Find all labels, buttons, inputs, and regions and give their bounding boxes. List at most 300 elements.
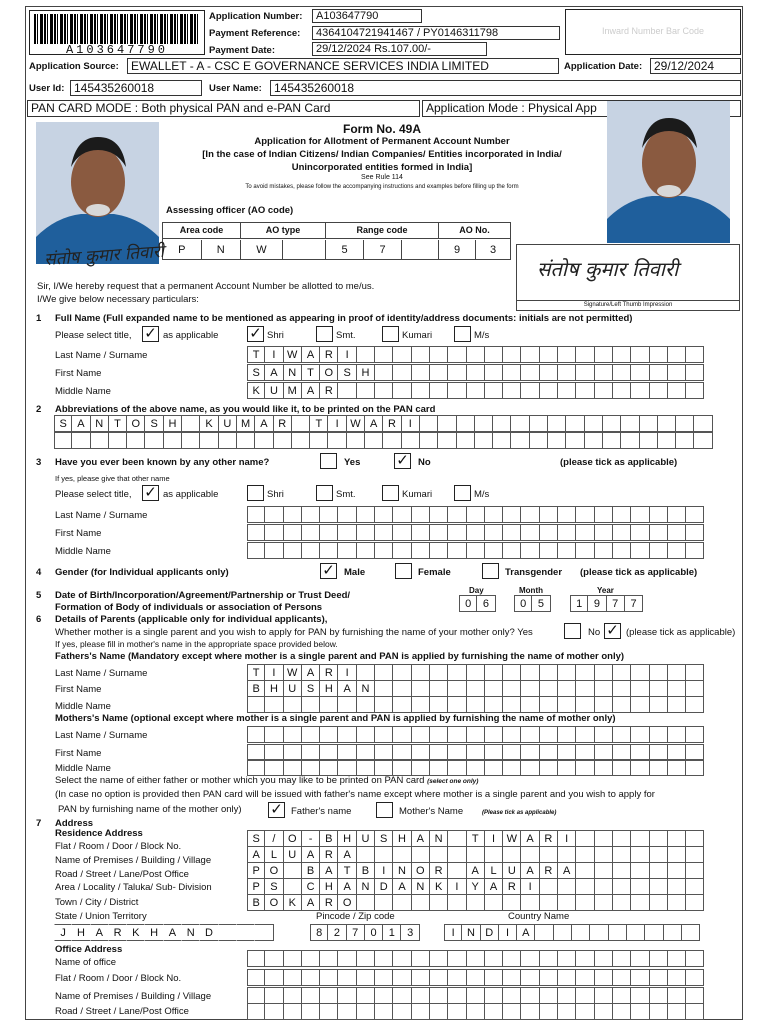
- char-cell: [595, 969, 613, 986]
- s1-kumari-checkbox[interactable]: [382, 326, 399, 342]
- s7-town-grid[interactable]: [247, 894, 704, 911]
- char-cell: R: [540, 830, 558, 847]
- char-cell: [412, 664, 430, 681]
- s6-number: 6: [36, 614, 42, 625]
- char-cell: U: [357, 830, 375, 847]
- char-cell: [613, 346, 631, 363]
- char-cell: [658, 432, 676, 449]
- char-cell: [576, 846, 594, 863]
- char-cell: [375, 987, 393, 1004]
- char-cell: [393, 524, 411, 541]
- char-cell: [357, 969, 375, 986]
- char-cell: [302, 759, 320, 776]
- ao-area-1: P: [163, 240, 202, 260]
- s3-kumari-label: Kumari: [402, 489, 433, 500]
- s6-mother-last-grid[interactable]: [247, 726, 704, 743]
- char-cell: [595, 664, 613, 681]
- s7-office-flat-grid[interactable]: [247, 969, 704, 986]
- char-cell: [540, 524, 558, 541]
- char-cell: [412, 680, 430, 697]
- s6-mother-middle-grid[interactable]: [247, 759, 704, 776]
- s3-first-name-grid[interactable]: [247, 524, 704, 541]
- char-cell: 9: [588, 595, 606, 612]
- char-cell: [412, 726, 430, 743]
- char-cell: [375, 846, 393, 863]
- s7-office-name-grid[interactable]: [247, 950, 704, 967]
- char-cell: [650, 969, 668, 986]
- char-cell: B: [247, 894, 265, 911]
- char-cell: [631, 726, 649, 743]
- char-cell: [595, 346, 613, 363]
- char-cell: [320, 987, 338, 1004]
- char-cell: [412, 987, 430, 1004]
- char-cell: [595, 726, 613, 743]
- char-cell: [430, 894, 448, 911]
- s6-mother-middle-label: Middle Name: [55, 763, 111, 774]
- s1-ms-checkbox[interactable]: [454, 326, 471, 342]
- char-cell: [338, 1003, 356, 1020]
- s6-father-first-grid[interactable]: [247, 680, 704, 697]
- payment-reference-label: Payment Reference:: [209, 28, 301, 39]
- char-cell: [320, 726, 338, 743]
- char-cell: [412, 364, 430, 381]
- char-cell: [412, 542, 430, 559]
- s6-tick-note: (please tick as applicable): [626, 627, 736, 638]
- ao-header-area: Area code: [163, 223, 241, 238]
- s7-flat-grid[interactable]: [247, 830, 704, 847]
- char-cell: N: [357, 878, 375, 895]
- char-cell: [485, 987, 503, 1004]
- char-cell: [540, 346, 558, 363]
- s1-smt-checkbox[interactable]: [316, 326, 333, 342]
- char-cell: [540, 846, 558, 863]
- char-cell: [375, 894, 393, 911]
- char-cell: [686, 726, 704, 743]
- char-cell: [467, 1003, 485, 1020]
- char-cell: U: [284, 846, 302, 863]
- char-cell: [682, 924, 700, 941]
- char-cell: N: [393, 862, 411, 879]
- char-cell: [412, 759, 430, 776]
- s3-last-name-grid[interactable]: [247, 506, 704, 523]
- ao-no-1: 9: [439, 240, 476, 260]
- char-cell: A: [412, 830, 430, 847]
- s6-no-label: No: [588, 627, 601, 638]
- char-cell: I: [338, 664, 356, 681]
- char-cell: [621, 415, 639, 432]
- char-cell: [393, 680, 411, 697]
- s6-father-heading: Fathers's Name (Mandatory except where mother is a single parent and PAN is applied by furnishing the name of mother only): [55, 651, 625, 662]
- char-cell: B: [357, 862, 375, 879]
- char-cell: [595, 894, 613, 911]
- char-cell: [375, 759, 393, 776]
- ao-heading: Assessing officer (AO code): [166, 205, 294, 216]
- char-cell: [503, 524, 521, 541]
- char-cell: [540, 542, 558, 559]
- char-cell: [493, 432, 511, 449]
- s5-month-grid[interactable]: [514, 595, 551, 612]
- s2-abbreviation-grid-2[interactable]: [54, 432, 713, 449]
- char-cell: [393, 969, 411, 986]
- s6-mother-first-label: First Name: [55, 748, 102, 759]
- ao-header-range: Range code: [326, 223, 439, 238]
- s5-day-grid[interactable]: [459, 595, 496, 612]
- char-cell: [284, 862, 302, 879]
- char-cell: [613, 759, 631, 776]
- char-cell: [576, 878, 594, 895]
- char-cell: [694, 415, 712, 432]
- form-instruction: To avoid mistakes, please follow the accompanying instructions and examples before filling up the form: [245, 184, 519, 190]
- char-cell: [393, 726, 411, 743]
- char-cell: T: [302, 364, 320, 381]
- char-cell: [668, 364, 686, 381]
- char-cell: [302, 950, 320, 967]
- s3-kumari-checkbox[interactable]: [382, 485, 399, 501]
- char-cell: W: [347, 415, 365, 432]
- char-cell: [694, 432, 712, 449]
- char-cell: H: [338, 830, 356, 847]
- char-cell: [375, 726, 393, 743]
- s7-office-road-grid[interactable]: [247, 1003, 704, 1020]
- char-cell: [485, 542, 503, 559]
- char-cell: A: [338, 680, 356, 697]
- s6-case-note-1: (In case no option is provided then PAN card will be issued with father's name except where mother is a single parent and you wish to apply for: [55, 789, 655, 800]
- char-cell: [54, 432, 72, 449]
- s7-road-grid[interactable]: [247, 862, 704, 879]
- char-cell: [668, 680, 686, 697]
- char-cell: [430, 680, 448, 697]
- s6-mothers-name-checkbox[interactable]: [376, 802, 393, 818]
- char-cell: [393, 987, 411, 1004]
- char-cell: [503, 759, 521, 776]
- char-cell: [576, 346, 594, 363]
- ao-header-type: AO type: [241, 223, 326, 238]
- char-cell: [284, 969, 302, 986]
- char-cell: [412, 950, 430, 967]
- char-cell: A: [302, 894, 320, 911]
- char-cell: [375, 364, 393, 381]
- s3-heading: Have you ever been known by any other name?: [55, 457, 270, 468]
- s7-office-name-label: Name of office: [55, 957, 117, 968]
- char-cell: [448, 506, 466, 523]
- char-cell: [576, 506, 594, 523]
- char-cell: K: [200, 415, 218, 432]
- char-cell: B: [247, 680, 265, 697]
- char-cell: [676, 415, 694, 432]
- s6-no-checkbox[interactable]: ✓: [604, 623, 621, 639]
- char-cell: [530, 432, 548, 449]
- s7-pin-grid[interactable]: [310, 924, 420, 941]
- s6-mother-heading: Mothers's Name (optional except where mother is a single parent and PAN is applied by furnishing the name of mother only): [55, 713, 616, 724]
- char-cell: [430, 969, 448, 986]
- char-cell: [448, 759, 466, 776]
- application-date-label: Application Date:: [564, 61, 643, 72]
- s4-transgender-label: Transgender: [505, 567, 563, 578]
- char-cell: O: [265, 894, 283, 911]
- char-cell: R: [320, 894, 338, 911]
- char-cell: A: [485, 878, 503, 895]
- char-cell: I: [328, 415, 346, 432]
- char-cell: [521, 364, 539, 381]
- char-cell: [631, 950, 649, 967]
- char-cell: [650, 987, 668, 1004]
- char-cell: [357, 506, 375, 523]
- char-cell: [650, 680, 668, 697]
- char-cell: [475, 415, 493, 432]
- char-cell: [72, 432, 90, 449]
- char-cell: [393, 894, 411, 911]
- char-cell: [631, 364, 649, 381]
- char-cell: [595, 846, 613, 863]
- s4-transgender-checkbox[interactable]: [482, 563, 499, 579]
- char-cell: [668, 862, 686, 879]
- char-cell: [576, 950, 594, 967]
- char-cell: [595, 506, 613, 523]
- char-cell: [284, 696, 302, 713]
- s5-heading-2: Formation of Body of individuals or association of Persons: [55, 602, 323, 613]
- char-cell: [621, 432, 639, 449]
- char-cell: [558, 680, 576, 697]
- char-cell: [650, 862, 668, 879]
- char-cell: [668, 969, 686, 986]
- char-cell: [393, 346, 411, 363]
- char-cell: [457, 415, 475, 432]
- char-cell: [365, 432, 383, 449]
- char-cell: [521, 726, 539, 743]
- s1-last-name-grid[interactable]: [247, 346, 704, 363]
- char-cell: [540, 364, 558, 381]
- char-cell: [430, 382, 448, 399]
- char-cell: H: [145, 924, 163, 941]
- char-cell: [430, 696, 448, 713]
- char-cell: D: [481, 924, 499, 941]
- char-cell: [302, 696, 320, 713]
- char-cell: [650, 524, 668, 541]
- char-cell: [375, 664, 393, 681]
- char-cell: I: [448, 878, 466, 895]
- char-cell: [265, 524, 283, 541]
- char-cell: [338, 382, 356, 399]
- particulars-line: I/We give below necessary particulars:: [37, 294, 199, 305]
- char-cell: [603, 432, 621, 449]
- s3-ms-checkbox[interactable]: [454, 485, 471, 501]
- char-cell: [686, 346, 704, 363]
- char-cell: [540, 696, 558, 713]
- ao-range-1: 5: [326, 240, 364, 260]
- char-cell: [292, 415, 310, 432]
- s3-tick-note: (please tick as applicable): [560, 457, 678, 468]
- char-cell: W: [503, 830, 521, 847]
- s3-no-checkbox[interactable]: ✓: [394, 453, 411, 469]
- char-cell: R: [320, 382, 338, 399]
- s2-abbreviation-grid[interactable]: [54, 415, 713, 432]
- char-cell: [668, 759, 686, 776]
- char-cell: [448, 680, 466, 697]
- s1-shri-checkbox[interactable]: ✓: [247, 326, 264, 342]
- char-cell: [548, 415, 566, 432]
- s7-office-premises-grid[interactable]: [247, 987, 704, 1004]
- char-cell: [485, 664, 503, 681]
- s4-male-checkbox[interactable]: ✓: [320, 563, 337, 579]
- char-cell: S: [338, 364, 356, 381]
- char-cell: [521, 346, 539, 363]
- char-cell: [668, 987, 686, 1004]
- char-cell: [686, 524, 704, 541]
- char-cell: [576, 894, 594, 911]
- char-cell: [613, 726, 631, 743]
- s6-fathers-name-checkbox[interactable]: ✓: [268, 802, 285, 818]
- s6-question: Whether mother is a single parent and you wish to apply for PAN by furnishing the name of your mother only? Yes: [55, 627, 533, 638]
- s3-yes-checkbox[interactable]: [320, 453, 337, 469]
- char-cell: A: [338, 846, 356, 863]
- char-cell: [357, 950, 375, 967]
- char-cell: 1: [570, 595, 588, 612]
- char-cell: [503, 364, 521, 381]
- char-cell: N: [91, 415, 109, 432]
- char-cell: [650, 726, 668, 743]
- char-cell: [650, 696, 668, 713]
- s3-number: 3: [36, 457, 42, 468]
- char-cell: [320, 1003, 338, 1020]
- s1-select-title: Please select title,: [55, 330, 132, 341]
- s1-ms-label: M/s: [474, 330, 490, 341]
- char-cell: [485, 846, 503, 863]
- s1-middle-name-grid[interactable]: [247, 382, 704, 399]
- char-cell: [338, 969, 356, 986]
- char-cell: [566, 432, 584, 449]
- char-cell: [613, 1003, 631, 1020]
- s6-father-last-grid[interactable]: [247, 664, 704, 681]
- char-cell: [613, 969, 631, 986]
- s7-country-grid[interactable]: [444, 924, 700, 941]
- char-cell: [412, 506, 430, 523]
- char-cell: P: [247, 878, 265, 895]
- s3-shri-checkbox[interactable]: [247, 485, 264, 501]
- char-cell: [650, 382, 668, 399]
- s1-first-name-grid[interactable]: [247, 364, 704, 381]
- char-cell: [182, 432, 200, 449]
- char-cell: [686, 696, 704, 713]
- char-cell: [658, 415, 676, 432]
- char-cell: U: [219, 415, 237, 432]
- char-cell: [412, 346, 430, 363]
- s7-premises-grid[interactable]: [247, 846, 704, 863]
- char-cell: [576, 969, 594, 986]
- char-cell: N: [412, 878, 430, 895]
- char-cell: [375, 524, 393, 541]
- char-cell: [467, 524, 485, 541]
- s3-middle-label: Middle Name: [55, 546, 111, 557]
- char-cell: A: [72, 415, 90, 432]
- char-cell: I: [402, 415, 420, 432]
- signature-caption: Signature/Left Thumb Impression: [517, 300, 739, 310]
- s6-father-middle-grid[interactable]: [247, 696, 704, 713]
- barcode-bars: [34, 14, 200, 44]
- s5-number: 5: [36, 590, 42, 601]
- char-cell: [503, 894, 521, 911]
- s6-select-note-text: Select the name of either father or mother which you may like to be printed on PAN card: [55, 775, 425, 786]
- char-cell: [631, 987, 649, 1004]
- s6-yes-checkbox[interactable]: [564, 623, 581, 639]
- ao-no-2: 3: [489, 244, 497, 256]
- user-id: 145435260018: [70, 80, 202, 96]
- char-cell: [686, 862, 704, 879]
- char-cell: [558, 846, 576, 863]
- char-cell: 7: [607, 595, 625, 612]
- char-cell: [585, 432, 603, 449]
- s5-year-grid[interactable]: [570, 595, 643, 612]
- char-cell: [448, 969, 466, 986]
- char-cell: [145, 432, 163, 449]
- s7-area-grid[interactable]: [247, 878, 704, 895]
- char-cell: [284, 987, 302, 1004]
- char-cell: [686, 664, 704, 681]
- char-cell: [393, 364, 411, 381]
- char-cell: A: [265, 364, 283, 381]
- s7-state-grid[interactable]: [54, 924, 274, 941]
- char-cell: [485, 894, 503, 911]
- char-cell: [448, 950, 466, 967]
- char-cell: [393, 846, 411, 863]
- char-cell: [430, 950, 448, 967]
- char-cell: [540, 969, 558, 986]
- char-cell: [668, 524, 686, 541]
- char-cell: [558, 524, 576, 541]
- char-cell: A: [302, 346, 320, 363]
- char-cell: [467, 894, 485, 911]
- char-cell: [302, 726, 320, 743]
- char-cell: [219, 432, 237, 449]
- char-cell: [302, 506, 320, 523]
- char-cell: S: [54, 415, 72, 432]
- char-cell: [448, 696, 466, 713]
- char-cell: [302, 524, 320, 541]
- char-cell: [613, 542, 631, 559]
- s7-state-label: State / Union Territory: [55, 911, 147, 922]
- char-cell: [247, 524, 265, 541]
- char-cell: [631, 346, 649, 363]
- char-cell: [613, 830, 631, 847]
- char-cell: [430, 759, 448, 776]
- char-cell: [393, 382, 411, 399]
- char-cell: [631, 680, 649, 697]
- char-cell: [375, 382, 393, 399]
- char-cell: M: [237, 415, 255, 432]
- signature-left: संतोष कुमार तिवारी: [43, 241, 165, 271]
- char-cell: [430, 346, 448, 363]
- char-cell: [627, 924, 645, 941]
- char-cell: [485, 346, 503, 363]
- char-cell: [540, 506, 558, 523]
- char-cell: [485, 364, 503, 381]
- s3-if-yes: If yes, please give that other name: [55, 474, 170, 483]
- char-cell: [357, 542, 375, 559]
- char-cell: 8: [310, 924, 328, 941]
- char-cell: [237, 924, 255, 941]
- char-cell: [613, 894, 631, 911]
- inward-barcode-box: [565, 9, 741, 55]
- s3-smt-checkbox[interactable]: [316, 485, 333, 501]
- s6-tick-note-2: (Please tick as applicable): [482, 810, 557, 816]
- char-cell: [164, 432, 182, 449]
- char-cell: [237, 432, 255, 449]
- s3-middle-name-grid[interactable]: [247, 542, 704, 559]
- char-cell: [255, 432, 273, 449]
- s4-female-checkbox[interactable]: [395, 563, 412, 579]
- char-cell: I: [265, 664, 283, 681]
- char-cell: [292, 432, 310, 449]
- char-cell: [357, 726, 375, 743]
